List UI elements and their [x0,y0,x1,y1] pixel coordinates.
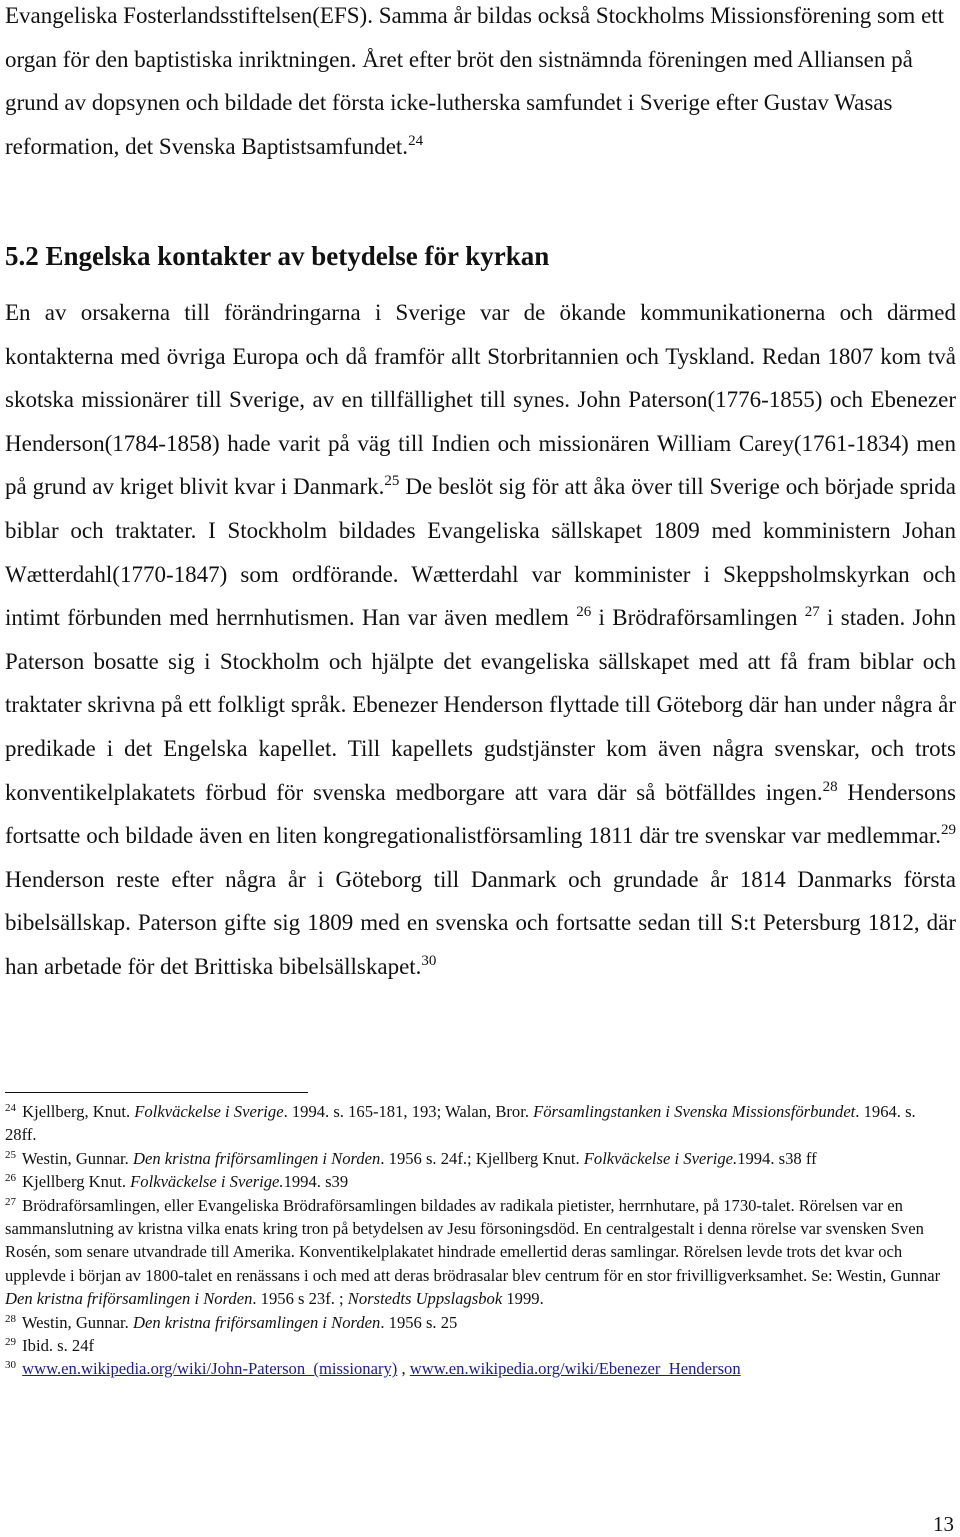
footnote-title: Den kristna friförsamlingen i Norden [132,1148,381,1168]
body-text-4: i staden. John Paterson bosatte sig i Stockholm och hjälpte det evangeliska sällskapet med att få fram biblar och traktater skrivna på ett folkligt språk. Ebenezer Henderson flyttade till Göteborg där han under några år predikade i det Engelska kapellet. Till kapellets gudstjänster kom även några svenskar, och trots konventikelplakatets förbud för svenska medborgare att vara där så bötfälldes ingen. [5,605,957,805]
footnote-26 [5,1170,950,1193]
footnote-24 [5,1100,950,1147]
wikipedia-link-henderson[interactable]: www.en.wikipedia.org/wiki/Ebenezer_Henderson [409,1359,741,1379]
body-text-3: i Brödraförsamlingen [591,605,805,631]
footnote-text: . 1964. s. 28ff. [5,1102,916,1145]
footnote-29 [5,1334,950,1357]
footnote-text: Kjellberg, Knut. [18,1102,135,1121]
footnote-ref-30[interactable]: 30 [421,952,437,969]
footnote-number: 28 [5,1312,16,1325]
footnote-title: Folkväckelse i Sverige. [130,1172,284,1192]
footnote-number: 24 [5,1102,16,1114]
body-text-5: Hendersons fortsatte och bildade även en liten kongregationalistförsamling 1811 där tre svenskar var medlemmar. [5,779,956,849]
footnote-text: Ibid. s. 24f [18,1336,95,1356]
footnote-text: . 1956 s 23f. ; [252,1289,348,1309]
footnote-text: . 1956 s. 24f.; Kjellberg Knut. [380,1148,584,1168]
footnote-30 [5,1357,950,1380]
footnote-ref-25[interactable]: 25 [384,473,400,490]
footnote-title: Norstedts Uppslagsbok [347,1289,503,1309]
footnote-text: Brödraförsamlingen, eller Evangeliska Brödraförsamlingen bildades av radikala pietister, herrnhutare, på 1730-talet. Rörelsen var en sammanslutning av kristna vilka enats kring tron på betydelsen av Jesu försoningsdöd. En centralgestalt i denna rörelse var svensken Sven Rosén, som senare utvandrade till Amerika. Konventikelplakatet hindrade emellertid deras samlingar. Rörelsen levde trots det kvar och upplevde i början av 1800-talet en renässans i och med att deras brödrasalar blev centrum för en stor frivilligverksamhet. Se: Westin, Gunnar [5,1195,941,1285]
footnote-title: Församlingstanken i Svenska Missionsförbundet [533,1102,856,1121]
footnote-text: Kjellberg Knut. [18,1172,131,1192]
footnote-ref-26[interactable]: 26 [576,604,592,621]
footnote-text: 1999. [502,1289,544,1309]
footnote-ref-24[interactable]: 24 [408,132,424,149]
footnote-separator: , [397,1359,410,1379]
section-heading: 5.2 Engelska kontakter av betydelse för kyrkan [5,241,550,271]
body-text-2: De beslöt sig för att åka över till Sverige och började sprida biblar och traktater. I Stockholm bildades Evangeliska sällskapet 1809 med komministern Johan Wætterdahl(1770-1847) som ordförande. Wætterdahl var komminister i Skeppsholmskyrkan och intimt förbunden med herrnhutismen. Han var även medlem [5,474,956,631]
footnote-number: 30 [5,1359,16,1372]
footnote-title: Den kristna friförsamlingen i Norden [132,1312,381,1332]
footnote-divider [5,1092,308,1093]
footnote-number: 25 [5,1148,16,1161]
footnotes [5,1100,950,1381]
footnote-text: Westin, Gunnar. [18,1148,133,1168]
wikipedia-link-paterson[interactable]: www.en.wikipedia.org/wiki/John-Paterson_(missionary) [22,1359,398,1379]
footnote-number: 27 [5,1195,16,1208]
footnote-text: 1994. s38 ff [737,1148,817,1168]
footnote-title: Folkväckelse i Sverige [134,1102,284,1121]
page-number: 13 [933,1512,954,1536]
footnote-title: Den kristna friförsamlingen i Norden [5,1289,253,1309]
footnote-title: Folkväckelse i Sverige. [583,1148,738,1168]
footnote-27 [5,1194,950,1311]
intro-paragraph [5,0,958,168]
footnote-number: 26 [5,1172,16,1185]
body-text-6: Henderson reste efter några år i Göteborg till Danmark och grundade år 1814 Danmarks första bibelsällskap. Paterson gifte sig 1809 med en svenska och fortsatte sedan till S:t Petersburg 1812, där han arbetade för det Brittiska bibelsällskapet. [5,866,956,979]
footnote-text: 1994. s39 [283,1172,349,1192]
footnote-text: . 1994. s. 165-181, 193; Walan, Bror. [283,1102,534,1121]
footnote-25 [5,1147,950,1170]
footnote-ref-27[interactable]: 27 [804,604,820,621]
body-text-1: En av orsakerna till förändringarna i Sverige var de ökande kommunikationerna och därmed kontakterna med övriga Europa och då framför allt Storbritannien och Tyskland. Redan 1807 kom två skotska missionärer till Sverige, av en tillfällighet till synes. John Paterson(1776-1855) och Ebenezer Henderson(1784-1858) hade varit på väg till Indien och missionären William Carey(1761-1834) men på grund av kriget blivit kvar i Danmark. [5,300,956,500]
intro-text: Evangeliska Fosterlandsstiftelsen(EFS). Samma år bildas också Stockholms Missionsförening som ett organ för den baptistiska inriktningen. Året efter bröt den sistnämnda föreningen med Alliansen på grund av dopsynen och bildade det första icke-lutherska samfundet i Sverige efter Gustav Wasas reformation, det Svenska Baptistsamfundet. [5,3,945,159]
footnote-ref-28[interactable]: 28 [822,778,838,795]
footnote-number: 29 [5,1336,16,1349]
footnote-text: Westin, Gunnar. [18,1312,133,1332]
section-body [5,291,956,989]
intro-text-block [5,0,958,168]
footnote-28 [5,1311,950,1334]
section-paragraph [5,291,956,989]
footnote-text: . 1956 s. 25 [380,1312,458,1332]
footnote-ref-29[interactable]: 29 [941,822,956,839]
